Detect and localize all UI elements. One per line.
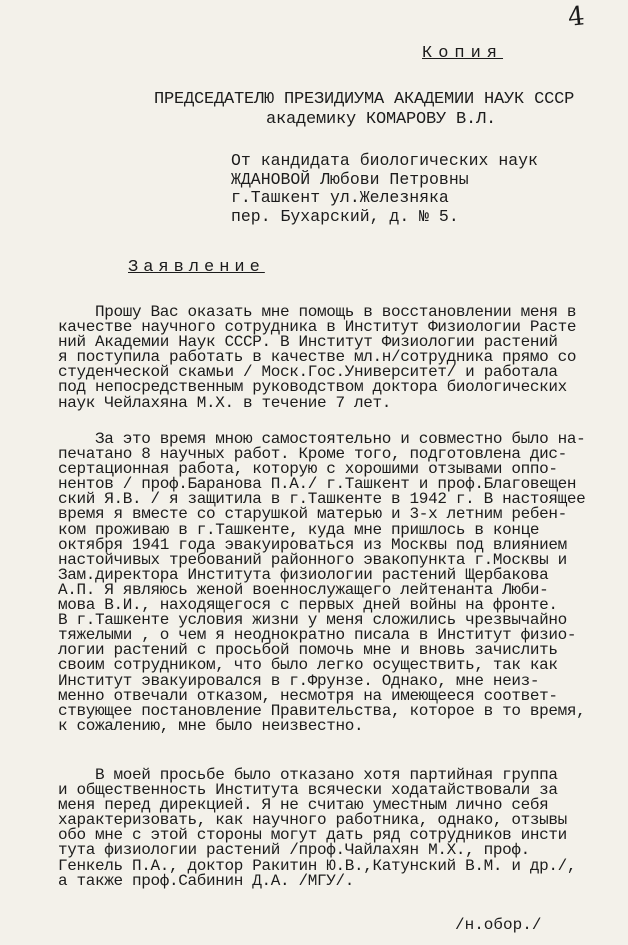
paragraph-3: В моей просьбе было отказано хотя партийная группа и общественность Института всячески ходатайствовали за меня перед дирекцией. Я не считаю уместным лично себя характеризовать, как научного работника, однако, отзывы обо мне с этой стороны могут дать ряд сотрудников инсти тута физиологии растений /проф.Чайлахян М.Х., проф. Генкель П.А., доктор Ракитин Ю.В.,Катунский В.М. и др./, а также проф.Сабинин Д.А. /МГУ/. — [58, 766, 577, 890]
corner-handwritten-mark: 4 — [566, 1, 587, 33]
paragraph-1: Прошу Вас оказать мне помощь в восстановлении меня в качестве научного сотрудника в Институт Физиологии Расте ний Академии Наук СССР. В Институт Физиологии растений я поступила работать в качестве мл.н/сотрудника прямо со студенческой скамьи / Моск.Гос.Университет/ и работала под непосредственным руководством доктора биологических наук Чейлахяна М.Х. в течение 7 лет. — [58, 303, 577, 412]
continuation-note: /н.обор./ — [455, 916, 542, 934]
addressee-line-1: ПРЕДСЕДАТЕЛЮ ПРЕЗИДИУМА АКАДЕМИИ НАУК СССР — [154, 90, 575, 109]
document-title: Заявление — [128, 258, 265, 277]
copy-label: Копия — [422, 44, 504, 63]
addressee-line-2: академику КОМАРОВУ В.Л. — [266, 110, 497, 129]
sender-block: От кандидата биологических наук ЖДАНОВОЙ Любови Петровны г.Ташкент ул.Железняка пер. Бухарский, д. № 5. — [231, 151, 538, 226]
paragraph-2: За это время мною самостоятельно и совместно было на- печатано 8 научных работ. Кроме того, подготовлена дис- сертационная работа, которую с хорошими отзывами оппо- нентов / проф.Баранова П.А./ г.Ташкент и проф.Благовещен ский Я.В. / я защитила в г.Ташкенте в 1942 г. В настоящее время я вместе со старушкой матерью и 3-х летним ребен- ком проживаю в г.Ташкенте, куда мне пришлось в конце октября 1941 года эвакуироваться из Москвы под влиянием настойчивых требований районного эвакопункта г.Москвы и Зам.директора Института физиологии растений Щербакова А.П. Я являюсь женой военнослужащего лейтенанта Люби- мова В.И., находящегося с первых дней войны на фронте. В г.Ташкенте условия жизни у меня сложились чрезвычайно тяжелыми , о чем я неоднократно писала в Институт физио- логии растений с просьбой помочь мне и вновь зачислить своим сотрудником, что было легко осуществить, так как Институт эвакуировался в г.Фрунзе. Однако, мне неиз- менно отвечали отказом, несмотря на имеющееся соответ- ствующее постановление Правительства, которое в то время, к сожалению, мне было неизвестно. — [58, 430, 586, 735]
